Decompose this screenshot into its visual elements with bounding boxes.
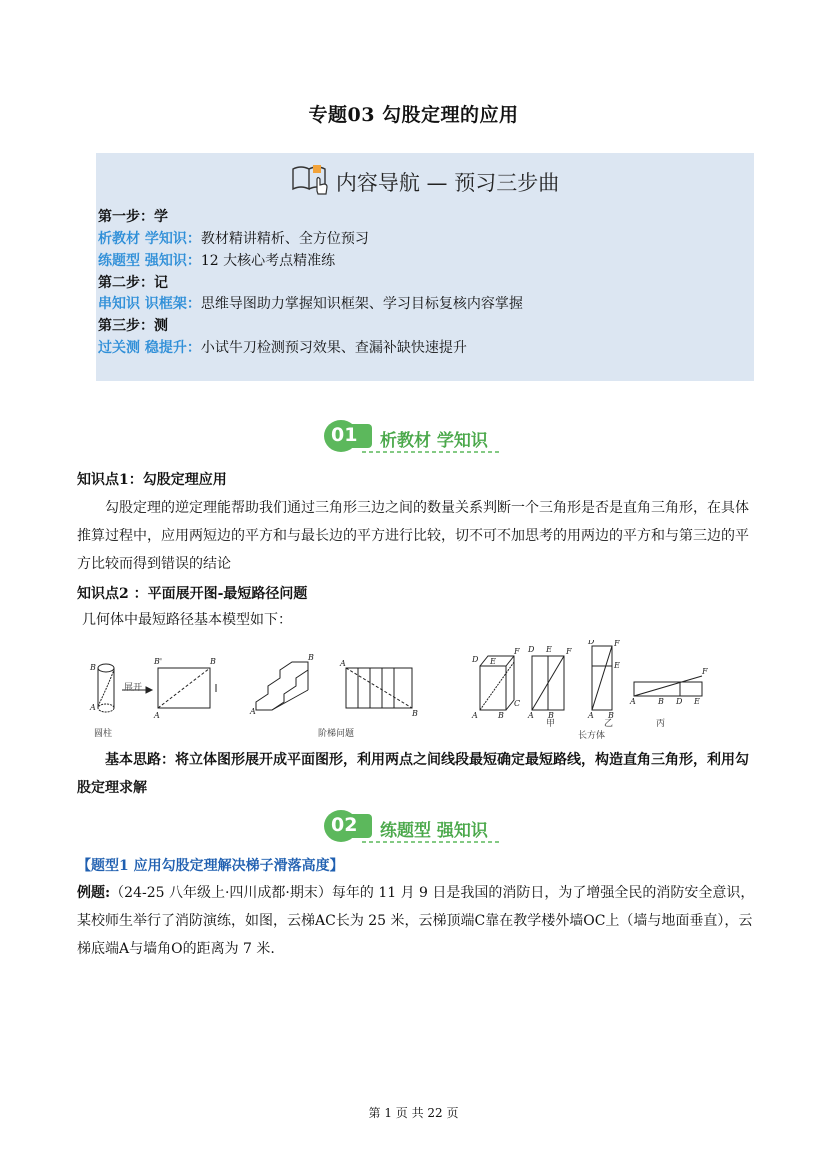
shortest-path-drawing [86, 640, 716, 740]
shortest-path-figure [86, 640, 716, 740]
step-2-row [98, 294, 523, 315]
svg-text:D: D [588, 640, 595, 646]
svg-text:B: B [608, 711, 614, 720]
kp2-intro: 几何体中最短路径基本模型如下： [82, 612, 292, 628]
svg-text:F: F [514, 647, 520, 656]
book-hand-icon [291, 161, 331, 195]
step-1b-row [98, 251, 335, 272]
type1-example [77, 879, 757, 963]
page-footer: 第 1 页 共 22 页 [368, 1106, 459, 1120]
svg-text:B: B [210, 657, 216, 666]
svg-text:A: A [340, 659, 346, 668]
svg-text:E: E [490, 657, 496, 666]
svg-text:A: A [90, 703, 96, 712]
svg-text:B: B [308, 653, 314, 662]
content-nav-heading [96, 153, 754, 195]
caption-bing: 丙 [656, 719, 666, 729]
section-badge-02 [322, 808, 507, 846]
svg-text:B: B [412, 709, 418, 718]
svg-text:F: F [702, 667, 708, 676]
caption-jia: 甲 [546, 719, 556, 729]
section-label-02: 练题型 强知识 [380, 821, 488, 841]
step-1b-tag: 练题型 强知识： [98, 253, 201, 269]
svg-text:D: D [472, 655, 479, 664]
caption-yi: 乙 [604, 719, 614, 729]
step-1a-tag: 析教材 学知识： [98, 231, 201, 247]
svg-text:A: A [472, 711, 478, 720]
svg-text:C: C [514, 699, 521, 708]
svg-text:F: F [614, 640, 620, 648]
step-1a-row [98, 229, 369, 250]
caption-unfold: 展开 [124, 683, 143, 693]
step-3-tag: 过关测 稳提升： [98, 340, 201, 356]
svg-text:B: B [548, 711, 554, 720]
caption-cylinder: 圆柱 [94, 729, 113, 739]
example-text: （24-25 八年级上·四川成都·期末）每年的 11 月 9 日是我国的消防日，为了增强全民的消防安全意识，某校师生举行了消防演练，如图，云梯AC长为 25 米，云梯顶端C靠在教学楼外墙OC上（墙与地面垂直），云梯底端A与墙角O的距离为 7 米. [77, 885, 755, 957]
svg-text:D: D [528, 645, 535, 654]
svg-text:F: F [566, 647, 572, 656]
svg-text:A: A [528, 711, 534, 720]
step-3-desc: 小试牛刀检测预习效果、查漏补缺快速提升 [200, 340, 467, 356]
svg-text:A: A [630, 697, 636, 706]
step-2-desc: 思维导图助力掌握知识框架、学习目标复核内容掌握 [200, 296, 523, 312]
type1-heading: 【题型1 应用勾股定理解决梯子滑落高度】 [77, 858, 344, 874]
step-1a-desc: 教材精讲精析、全方位预习 [200, 231, 369, 247]
basic-idea: 基本思路：将立体图形展开成平面图形，利用两点之间线段最短确定最短路线，构造直角三角形，利用勾股定理求解 [77, 752, 749, 796]
svg-text:E: E [694, 697, 700, 706]
section-label-01: 析教材 学知识 [380, 431, 488, 451]
svg-text:B: B [90, 663, 96, 672]
svg-text:E: E [614, 661, 620, 670]
svg-text:B: B [658, 697, 664, 706]
step-3-label: 第三步：测 [98, 318, 168, 334]
svg-text:A: A [154, 711, 160, 720]
caption-stairs: 阶梯问题 [318, 729, 355, 739]
kp1-text: 勾股定理的逆定理能帮助我们通过三角形三边之间的数量关系判断一个三角形是否是直角三角形，在具体推算过程中，应用两短边的平方和与最长边的平方进行比较，切不可不加思考的用两边的平方和与第三边的平方比较而得到错误的结论 [77, 500, 749, 572]
section-badge-01 [322, 418, 507, 456]
step-1-label: 第一步：学 [98, 209, 168, 225]
section-number-01: 01 [331, 424, 358, 446]
page-title: 专题03 勾股定理的应用 [308, 104, 519, 126]
step-3-row [98, 338, 467, 359]
section-number-02: 02 [331, 814, 358, 836]
example-label: 例题: [77, 885, 111, 901]
caption-cuboid: 长方体 [578, 731, 606, 741]
svg-text:D: D [676, 697, 683, 706]
svg-text:B': B' [154, 657, 163, 666]
kp2-title: 知识点2 ：平面展开图-最短路径问题 [77, 586, 308, 602]
nav-heading-text: 内容导航 — 预习三步曲 [335, 171, 560, 195]
svg-text:A: A [588, 711, 594, 720]
step-1b-desc: 12 大核心考点精准练 [200, 253, 336, 269]
svg-text:B: B [498, 711, 504, 720]
step-2-label: 第二步：记 [98, 275, 168, 291]
kp1-title: 知识点1：勾股定理应用 [77, 472, 227, 488]
step-2-tag: 串知识 识框架： [98, 296, 201, 312]
svg-text:A: A [250, 707, 256, 716]
svg-text:E: E [546, 645, 552, 654]
